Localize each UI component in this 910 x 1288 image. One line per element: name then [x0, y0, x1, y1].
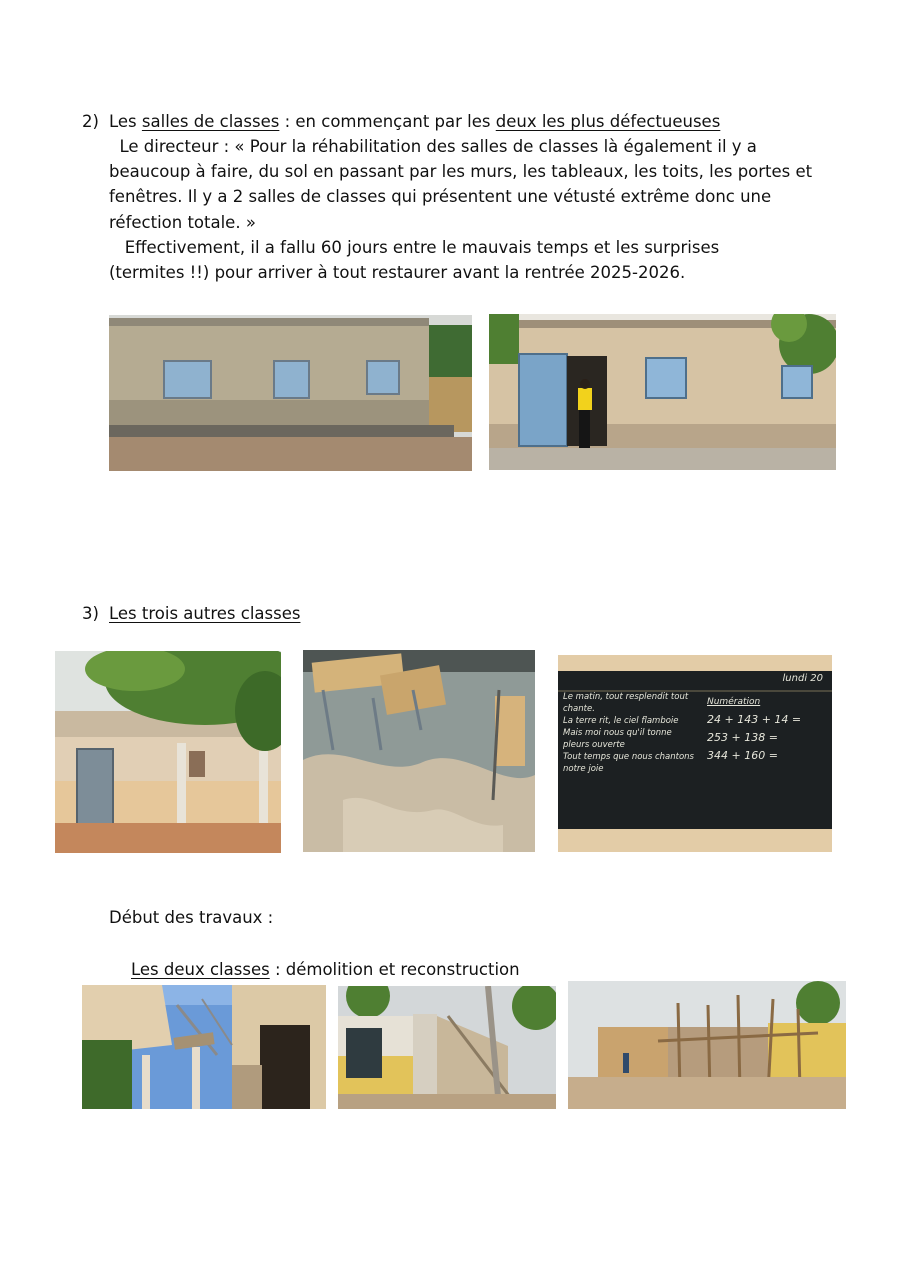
photo-classroom-under-tree: [55, 651, 281, 853]
works-intro: Début des travaux :: [109, 908, 274, 927]
poem-line: Le matin, tout resplendit tout chante.: [563, 692, 689, 714]
photo-damaged-classroom-floor: [303, 650, 535, 852]
blackboard-date: lundi 20: [782, 673, 823, 684]
heading-pre: Les: [109, 112, 142, 131]
photo-reconstruction-scaffolding: [568, 981, 846, 1109]
poem-line: La terre rit, le ciel flamboie: [563, 716, 679, 726]
section-2-heading: [109, 109, 720, 135]
blackboard-writing: [563, 671, 827, 829]
poem-line: Mais moi nous qu'il tonne: [563, 728, 672, 738]
photo-classroom-door-with-child: [489, 314, 836, 470]
heading-two-worst-underlined: deux les plus défectueuses: [495, 112, 721, 131]
poem-line: pleurs ouverte: [563, 740, 625, 750]
blackboard-subject: Numération: [707, 697, 761, 707]
photo-demolished-roof: [82, 985, 326, 1109]
works-two-classes-underlined: Les deux classes: [131, 960, 270, 979]
blackboard-sum: 344 + 160 =: [707, 749, 778, 762]
heading-classrooms-underlined: salles de classes: [141, 112, 280, 131]
heading-mid: : en commençant par les: [279, 112, 496, 131]
photo-blackboard: [558, 655, 832, 852]
section-3-number: 3): [82, 604, 99, 623]
director-quote-line-3: fenêtres. Il y a 2 salles de classes qui présentent une vétusté extrême donc une: [109, 187, 772, 206]
blackboard-sum: 24 + 143 + 14 =: [707, 713, 802, 726]
poem-line: notre joie: [563, 764, 604, 774]
photo-wall-demolition: [338, 986, 556, 1109]
blackboard-sum: 253 + 138 =: [707, 731, 778, 744]
paragraph-line-6: (termites !!) pour arriver à tout restaurer avant la rentrée 2025-2026.: [109, 263, 686, 282]
paragraph-line-5: Effectivement, il a fallu 60 jours entre le mauvais temps et les surprises: [109, 238, 720, 257]
section-3-heading: Les trois autres classes: [109, 604, 301, 623]
director-quote-line-4: réfection totale. »: [109, 213, 256, 232]
works-subtitle: [131, 957, 520, 983]
director-quote-line-1: Le directeur : « Pour la réhabilitation des salles de classes là également il y a: [109, 137, 757, 156]
section-2-number: 2): [82, 112, 99, 131]
poem-line: Tout temps que nous chantons: [563, 752, 694, 762]
works-subtitle-rest: : démolition et reconstruction: [269, 960, 520, 979]
director-quote-line-2: beaucoup à faire, du sol en passant par les murs, les tableaux, les toits, les portes et: [109, 162, 813, 181]
photo-old-classroom-exterior: [109, 315, 472, 471]
